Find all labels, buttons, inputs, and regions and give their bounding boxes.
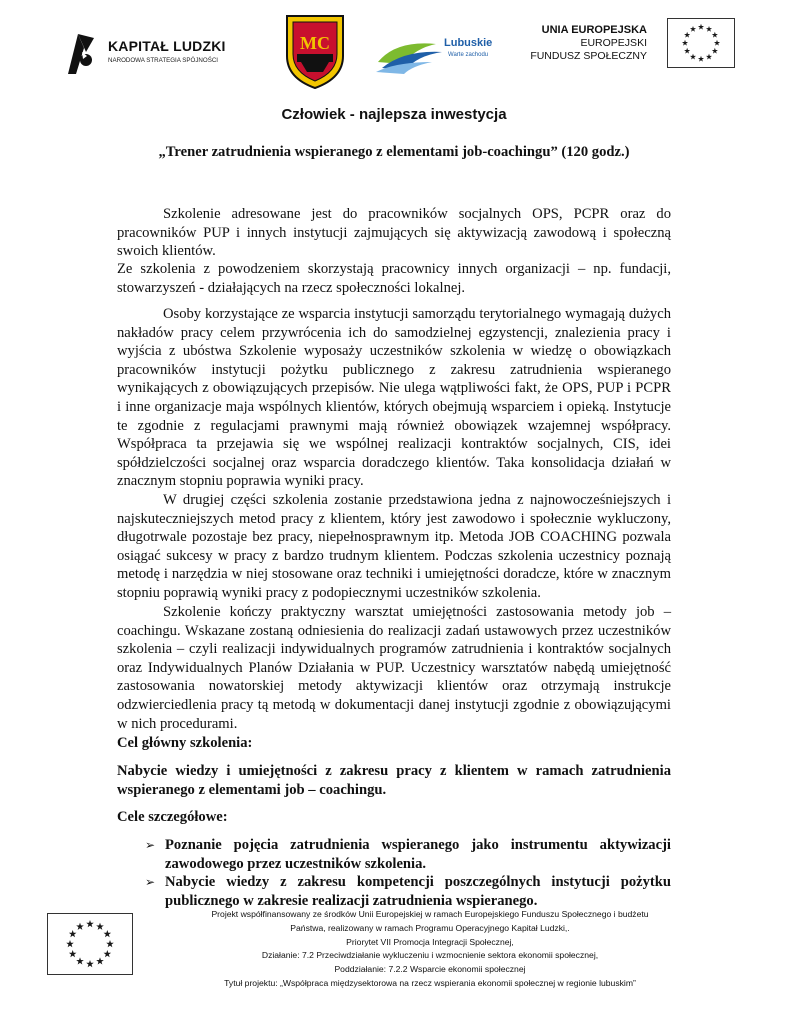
eu-star-icon	[66, 940, 74, 947]
crest-letters: MC	[300, 33, 330, 53]
lubuskie-tagline: Warte zachodu	[448, 52, 489, 58]
list-item	[145, 836, 671, 873]
paragraph-3: W drugiej części szkolenia zostanie przedstawiona jedna z najnowocześniejszych i najskuteczniejszych metod pracy z klientem, który jest zawodowo i społecznie wykluczony, długotrwale pozostaje bez pracy, niepełnosprawnym itp. Metoda JOB COACHING pozwala osiągać sukcesy w pracy z bardzo trudnym klientem. Podczas szkolenia uczestnicy poznają metodę i narzędzia w niej stosowane oraz techniki i umiejętności doradcze, które w znacznym stopniu poprawią wyniki pracy z podopiecznymi uczestników szkolenia.	[117, 492, 671, 601]
eu-logo-text	[530, 24, 647, 63]
kapital-ludzki-logo	[64, 30, 234, 78]
eu-star-icon	[712, 48, 718, 54]
lubuskie-wave-icon	[376, 34, 446, 74]
goal-text: Nabycie wiedzy z zakresu kompetencji poszczególnych instytucji pożytku publicznego w zakresie realizacji zatrudnienia wspieranego.	[165, 874, 671, 909]
eu-star-icon	[698, 24, 704, 30]
eu-star-icon	[706, 26, 712, 32]
footer-line-4: Działanie: 7.2 Przeciwdziałanie wykluczeniu i wzmocnienie sektora ekonomii społecznej,	[261, 950, 599, 961]
main-goal: Nabycie wiedzy i umiejętności z zakresu pracy z klientem w ramach zatrudnienia wspieranego z elementami job – coachingu.	[117, 763, 671, 798]
eu-star-icon	[104, 950, 112, 957]
eu-star-icon	[104, 930, 112, 937]
paragraph-1: Szkolenie adresowane jest do pracowników socjalnych OPS, PCPR oraz do pracowników PUP i innych instytucji zajmujących się aktywizacją zawodową i społeczną swoich klientów.	[117, 206, 671, 260]
footer-funding-note	[150, 908, 710, 991]
eu-star-icon	[69, 950, 77, 957]
goal-text: Poznanie pojęcia zatrudnienia wspieranego jako instrumentu aktywizacji zawodowego przez uczestników szkolenia.	[165, 837, 671, 872]
motto: Człowiek - najlepsza inwestycja	[281, 106, 507, 123]
eu-flag-footer-icon	[47, 913, 133, 975]
eu-star-icon	[684, 48, 690, 54]
detailed-goals-list	[145, 836, 671, 910]
eu-flag-icon	[667, 18, 735, 68]
paragraph-1b: Ze szkolenia z powodzeniem skorzystają pracownicy innych organizacji – np. fundacji, stowarzyszeń - działających na rzecz społeczności lokalnej.	[117, 261, 671, 296]
eu-star-icon	[682, 40, 688, 46]
eu-star-icon	[706, 54, 712, 60]
arrow-bullet-icon: ➢	[145, 838, 156, 852]
eu-line-1: UNIA EUROPEJSKA	[541, 24, 647, 36]
eu-star-icon	[96, 923, 104, 930]
eu-star-icon	[96, 957, 104, 964]
eu-star-icon	[86, 920, 94, 927]
detailed-goals-heading: Cele szczegółowe:	[117, 809, 228, 825]
paragraph-2: Osoby korzystające ze wsparcia instytucji samorządu terytorialnego wymagają dużych nakładów pracy celem przywrócenia ich do samodzielnej egzystencji, znalezienia pracy i wyjścia z ubóstwa Szkolenie wyposaży uczestników szkolenia w wiedzę o obowiązkach pracowników instytucji pożytku publicznego z zakresu zatrudnienia wspieranego wynikających z obowiązujących przepisów. Nie ulega wątpliwości fakt, że OPS, PUP i PCPR i inne organizacje maja wspólnych klientów, których obejmują wsparciem i opieką. Instytucje te zgodnie z regulacjami prawnymi mają również obowiązek wzajemnej współpracy. Współpraca ta przejawia się we wspólnej realizacji kontraktów socjalnych, CIS, idei spółdzielczości socjalnej oraz wsparcia doradczego klientów. Taka konsolidacja działań w znacznym stopniu poprawia wyniki pracy.	[117, 306, 671, 490]
eu-line-3: FUNDUSZ SPOŁECZNY	[530, 50, 647, 62]
main-goal-heading: Cel główny szkolenia:	[117, 735, 253, 751]
lubuskie-name: Lubuskie	[444, 37, 493, 49]
eu-star-icon	[690, 54, 696, 60]
footer-line-3: Priorytet VII Promocja Integracji Społecznej,	[346, 936, 514, 947]
eu-star-icon	[69, 930, 77, 937]
eu-star-icon	[106, 940, 114, 947]
kapital-ludzki-mark-icon	[64, 30, 98, 74]
eu-star-icon	[714, 40, 720, 46]
eu-line-2: EUROPEJSKI	[580, 37, 647, 49]
kapital-ludzki-subtitle: NARODOWA STRATEGIA SPÓJNOŚCI	[108, 57, 219, 64]
arrow-bullet-icon: ➢	[145, 875, 156, 890]
kapital-ludzki-title: KAPITAŁ LUDZKI	[108, 38, 226, 54]
paragraph-4: Szkolenie kończy praktyczny warsztat umiejętności zastosowania metody job – coachingu. Wskazane zostaną odniesienia do realizacji zadań ustawowych przez uczestników szkolenia – czyli realizacji indywidualnych programów zatrudnienia i kontraktów socjalnych oraz Indywidualnych Planów Działania w PUP. Uczestnicy warsztatów nabędą umiejętność zastosowania nowatorskiej metody aktywizacji klientów oraz otrzymają instrukcje odzwierciedlenia pracy tą metodą w dokumentacji danej instytucji zgodnie z obowiązującymi w nich procedurami.	[117, 604, 671, 732]
eu-star-icon	[690, 26, 696, 32]
header-logos	[0, 0, 791, 100]
eu-star-icon	[76, 923, 84, 930]
eu-star-icon	[698, 56, 704, 62]
lubuskie-logo	[376, 34, 506, 74]
eu-star-icon	[76, 957, 84, 964]
eu-logo	[530, 18, 735, 74]
footer-line-5: Poddziałanie: 7.2.2 Wsparcie ekonomii społecznej	[334, 964, 526, 975]
eu-star-icon	[684, 32, 690, 38]
list-item	[145, 873, 671, 910]
coat-of-arms-icon	[285, 14, 345, 90]
eu-star-icon	[712, 32, 718, 38]
footer-line-1: Projekt współfinansowany ze środków Unii Europejskiej w ramach Europejskiego Funduszu Społecznego i budżetu	[211, 909, 649, 919]
eu-star-icon	[86, 960, 94, 967]
footer-line-2: Państwa, realizowany w ramach Programu Operacyjnego Kapitał Ludzki,.	[290, 922, 570, 933]
document-title: „Trener zatrudnienia wspieranego z elementami job-coachingu” (120 godz.)	[158, 144, 630, 160]
footer-line-6: Tytuł projektu: „Współpraca międzysektorowa na rzecz wspierania ekonomii społecznej w regionie lubuskim”	[224, 977, 636, 988]
